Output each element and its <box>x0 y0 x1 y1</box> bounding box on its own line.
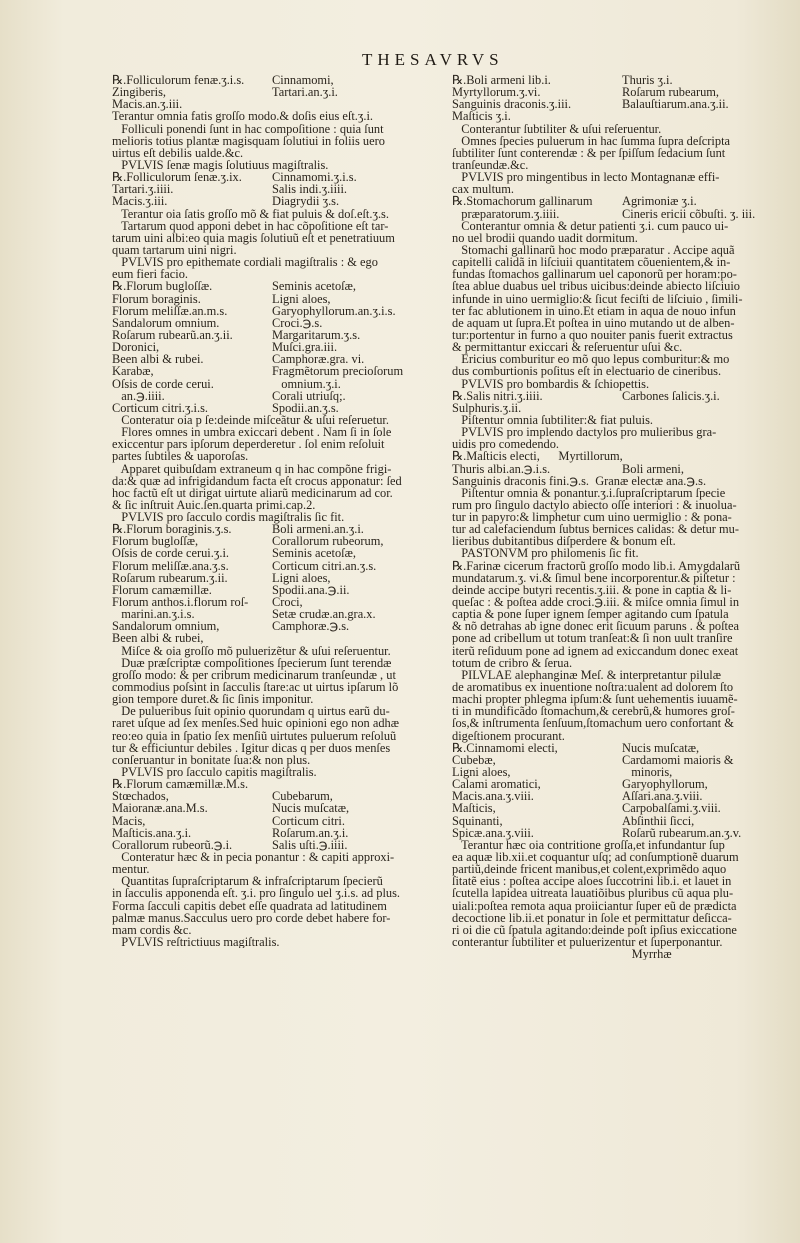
ingredient-left: marini.an.ʒ.i.s. <box>112 607 195 622</box>
ingredient-left: Sanguinis draconis.ʒ.iii. <box>452 97 572 112</box>
text-line: Been albi & rubei, <box>112 631 204 646</box>
ingredient-right: Ligni aloes, <box>272 291 331 306</box>
ingredient-left: Oſsis de corde cerui. <box>112 376 214 391</box>
text-line: gion tempore duret.& ſic ſinis imponitur. <box>112 692 314 707</box>
ingredient-right: Agrimoniæ ʒ.i. <box>622 194 697 209</box>
text-line: ℞.Florum camæmillæ.M.s. <box>112 777 249 792</box>
ingredient-right: Camphoræ.gra. vi. <box>272 352 365 367</box>
ingredient-right: Nucis muſcatæ, <box>622 740 700 755</box>
ingredient-left: Tartari.ʒ.iiii. <box>112 182 174 197</box>
ingredient-right: Setæ crudæ.an.gra.x. <box>272 607 376 622</box>
text-line: queſac : & poſtea adde croci.℈.iii. & miſce omnia ſimul in <box>452 595 740 610</box>
ingredient-right: Tartari.an.ʒ.i. <box>272 85 338 100</box>
text-line: Stomachi gallinarũ hoc modo præparatur . Accipe aquã <box>452 242 735 257</box>
text-line: PILVLAE alephanginæ Meſ. & interpretantur pilulæ <box>452 667 721 682</box>
ingredient-left: ℞.Salis nitri.ʒ.iiii. <box>452 388 543 403</box>
ingredient-right: Garyophyllorum, <box>622 777 708 792</box>
ingredient-right: Nucis muſcatæ, <box>272 801 350 816</box>
ingredient-right: minoris, <box>622 765 673 780</box>
text-line: Conteratur hæc & in pecia ponantur : & capiti approxi- <box>112 850 395 864</box>
ingredient-left: ℞.Boli armeni lib.i. <box>452 74 551 87</box>
ingredient-right: Corticum citri.an.ʒ.s. <box>272 558 377 573</box>
ingredient-right: Roſarum rubearum, <box>622 85 720 100</box>
right-column <box>452 74 792 960</box>
text-line: fundas ſtomachos gallinarum uel caponorũ per horam:po- <box>452 267 737 282</box>
ingredient-left: Florum boraginis. <box>112 291 201 306</box>
recipe-ingredient-row <box>112 293 447 305</box>
ingredient-left: Roſarum rubearũ.an.ʒ.ii. <box>112 327 233 342</box>
text-line: captia & pone ſuper ignem ſemper agitando cum ſpatula <box>452 607 729 622</box>
text-line: machi propter phlegma ipſum:& ſunt uehementis iuuamẽ- <box>452 692 738 707</box>
text-line: Conterantur ſubtiliter & uſui reſeruentur. <box>452 121 662 136</box>
text-line: tur ad calefaciendum ſubtus bernices calidas: & detur mu- <box>452 522 739 537</box>
text-line: digeſtionem procurant. <box>452 728 565 743</box>
text-line: mentur. <box>112 862 150 877</box>
text-line: dus comburtionis poſitus eſt in electuario de cineribus. <box>452 364 722 379</box>
recipe-ingredient-row <box>112 560 447 572</box>
text-line: hoc factũ eſt ut dirigat uirtute aliarũ medicinarum ad cor. <box>112 485 393 500</box>
text-line: & nõ detrahas ab igne donec erit ſicuum paruns . & poſtea <box>452 619 739 634</box>
text-line: de aromatibus ex inuentione noſtra:ualent ad dolorem ſto <box>452 680 734 695</box>
text-line: PVLVIS pro ſacculo capitis magiſtralis. <box>112 765 317 780</box>
text-line: in ſacculis apponenda eſt. ʒ.i. pro ſingulo uel ʒ.i.s. ad plus. <box>112 886 401 901</box>
text-line: Terantur hæc oia contritione groſſa,et infundantur ſup <box>452 837 725 852</box>
ingredient-left: Been albi & rubei. <box>112 352 204 367</box>
text-line: decoctione lib.ii.et ponatur in ſole et permittatur deſicca- <box>452 910 732 925</box>
text-line: Terantur omnia fatis groſſo modo.& doſis eius eſt.ʒ.i. <box>112 109 374 124</box>
text-line: ſtea ablue duabus uel tribus uicibus:deinde abiecto liſciuio <box>452 279 741 294</box>
text-line: lieribus dubitantibus diſperdere & bonum eſt. <box>452 534 676 549</box>
ingredient-left: Florum bugloſſæ, <box>112 534 199 549</box>
ingredient-left: Sandalorum omnium, <box>112 619 220 634</box>
ingredient-left: Corticum citri.ʒ.i.s. <box>112 400 209 415</box>
ingredient-left: Florum meliſſæ.ana.ʒ.s. <box>112 558 229 573</box>
text-line: ea aquæ lib.xii.et coquantur uſq; ad conſumptionẽ duarum <box>452 850 739 864</box>
ingredient-left: ℞.Folliculorum fenæ.ʒ.i.s. <box>112 74 245 87</box>
text-line: ℞.Maſticis electi, Myrtillorum, <box>452 449 623 464</box>
recipe-ingredient-row <box>112 815 447 827</box>
ingredient-right: Spodii.an.ʒ.s. <box>272 400 339 415</box>
text-line: totum de cribro & ſerua. <box>452 655 573 670</box>
ingredient-right: Spodii.ana.℈.ii. <box>272 582 350 597</box>
text-line: ti in mundificãdo ſtomachum,& cerebrũ,& humores groſ- <box>452 704 735 719</box>
text-line: no uel brodii quando uadit dormitum. <box>452 230 638 245</box>
text-line: uiali:poſtea remota aqua proiiciantur ſuper eũ de prædicta <box>452 898 737 913</box>
text-line: PVLVIS ſenæ magis ſolutiuus magiſtralis. <box>112 157 329 172</box>
ingredient-right: Cineris ericii cõbuſti. ʒ. iii. <box>622 206 756 221</box>
text-line: Terantur oia ſatis groſſo mõ & fiat puluis & doſ.eſt.ʒ.s. <box>112 206 389 221</box>
text-line: eum fieri facio. <box>112 267 189 282</box>
ingredient-left: Oſsis de corde cerui.ʒ.i. <box>112 546 229 561</box>
text-line: PVLVIS pro implendo dactylos pro mulieribus gra- <box>452 425 717 440</box>
ingredient-left: Florum camæmillæ. <box>112 582 212 597</box>
recipe-ingredient-row <box>112 390 447 402</box>
text-line: ter fac ablutionem in uino.Et etiam in aqua de nouo infun <box>452 303 736 318</box>
text-line: Conterantur omnia & detur patienti ʒ.i. cum pauco ui- <box>452 218 729 233</box>
text-line: ſcutella lapidea uitreata lauatiõibus pluribus cũ aqua plu- <box>452 886 734 901</box>
recipe-ingredient-row <box>112 547 447 559</box>
text-line: rum pro ſingulo dactylo abiecto oſſe interiori : & inuolua- <box>452 497 737 512</box>
ingredient-left: præparatorum.ʒ.iiii. <box>452 206 560 221</box>
text-line: Quantitas ſupraſcriptarum & infraſcriptarum ſpecierũ <box>112 874 383 889</box>
recipe-ingredient-row <box>452 802 792 814</box>
text-line: mundatarum.ʒ. vi.& ſimul bene incorporentur.& piſtetur : <box>452 570 736 585</box>
text-line: conſeruantur in bonitate ſua:& non plus. <box>112 752 311 767</box>
ingredient-left: ℞.Folliculorum ſenæ.ʒ.ix. <box>112 170 242 185</box>
text-line: deinde accipe butyri recentis.ʒ.iii. & pone in captia & li- <box>452 582 732 597</box>
text-line: palmæ manus.Sacculus uero pro corde debet habere for- <box>112 910 391 925</box>
ingredient-left: Cubebæ, <box>452 752 496 767</box>
ingredient-left: Calami aromatici, <box>452 777 541 792</box>
text-line: Flores omnes in umbra exiccari debent . Nam ſi in ſole <box>112 425 392 440</box>
ingredient-right: Cinnamomi, <box>272 74 334 87</box>
text-line: Maſticis ʒ.i. <box>452 109 511 124</box>
ingredient-left: Maioranæ.ana.M.s. <box>112 801 208 816</box>
ingredient-left: Maſticis.ana.ʒ.i. <box>112 825 192 840</box>
ingredient-right: Ligni aloes, <box>272 570 331 585</box>
text-line: ſitatẽ eius : poſtea accipe aloes ſuccotrini lib.i. et lauet in <box>452 874 732 889</box>
text-line: capitelli calidã in liſciuii quantitatem cõuenientem,& in- <box>452 255 731 270</box>
text-line: ſos,& inſtrumenta ſenſuum,ſtomachum uero confortant & <box>452 716 734 731</box>
ingredient-right: Muſci.gra.iii. <box>272 340 338 355</box>
recipe-ingredient-row <box>452 195 792 207</box>
recipe-ingredient-row <box>112 195 447 207</box>
text-line: Forma ſacculi capitis debet eſſe quadrata ad latitudinem <box>112 898 387 913</box>
ingredient-left: Macis.ana.ʒ.viii. <box>452 789 534 804</box>
text-line: Apparet quibuſdam extraneum q in hac compõne frigi- <box>112 461 392 476</box>
ingredient-left: Myrtyllorum.ʒ.vi. <box>452 85 541 100</box>
text-line: PASTONVM pro philomenis ſic fit. <box>452 546 639 561</box>
text-line: quam tartarum uini nigri. <box>112 242 237 257</box>
recipe-ingredient-row <box>112 378 447 390</box>
text-line: PVLVIS reſtrictiuus magiſtralis. <box>112 934 280 949</box>
text-line: da:& quæ ad infrigidandum facta eſt crocus apponatur: ſed <box>112 473 402 488</box>
text-line: Piſtentur omnia ſubtiliter:& fiat puluis. <box>452 412 653 427</box>
text-line: iterũ reſiduum pone ad ignem ad exiccandum donec exeat <box>452 643 739 658</box>
recipe-ingredient-row <box>112 802 447 814</box>
text-line: Omnes ſpecies puluerum in hac ſumma ſupra deſcripta <box>452 133 731 148</box>
ingredient-right: Salis indi.ʒ.iiii. <box>272 182 348 197</box>
text-line: exiccentur pars ipſorum deperderetur . ſol enim reſoluit <box>112 437 385 452</box>
text-line: tranſeundæ.&c. <box>452 157 529 172</box>
text-line: uidis pro comedendo. <box>452 437 560 452</box>
text-line: partes ſubtiles & uaporoſas. <box>112 449 249 464</box>
text-line: Myrrhæ <box>452 947 672 961</box>
text-line: raret uſque ad ſex menſes.Sed huic opinioni ego non adhæ <box>112 716 399 731</box>
ingredient-right: Croci.℈.s. <box>272 315 323 330</box>
text-line: groſſo modo: & per cribrum medicinarum tranſeundæ , ut <box>112 667 396 682</box>
text-line: de aquam ut ſupra.Et poſtea in uino mutando ut de alben- <box>452 315 735 330</box>
text-line: ſubtiliter ſunt conterendæ : & per ſpiſſum ſedacium ſunt <box>452 145 726 160</box>
ingredient-right: Carbones ſalicis.ʒ.i. <box>622 388 720 403</box>
text-line: commodius poſsint in ſacculis ſtare:ac ut uirtus ipſarum lõ <box>112 680 399 695</box>
ingredient-right: Camphoræ.℈.s. <box>272 619 350 634</box>
recipe-ingredient-row <box>452 208 792 220</box>
text-line: & permittantur exiccari & reſeruentur uſui &c. <box>452 340 683 355</box>
text-line: ℞.Farinæ cicerum fractorũ groſſo modo lib.i. Amygdalarũ <box>452 558 741 573</box>
ingredient-left: Maſticis, <box>452 801 496 816</box>
text-line: pone ad cribellum ut totum tranſeat:& ſi non uult tranſire <box>452 631 733 646</box>
text-line: uirtus eſt debilis ualde.&c. <box>112 145 244 160</box>
text-line: Ericius comburitur eo mõ quo lepus comburitur:& mo <box>452 352 730 367</box>
ingredient-right: Thuris ʒ.i. <box>622 74 673 87</box>
ingredient-right: Cinnamomi.ʒ.i.s. <box>272 170 357 185</box>
ingredient-left: Squinanti, <box>452 813 503 828</box>
text-line: cax multum. <box>452 182 514 197</box>
text-line: De pulueribus ſuit opinio quorundam q uirtus earũ du- <box>112 704 390 719</box>
ingredient-left: Karabæ, <box>112 364 154 379</box>
ingredient-right: Garyophyllorum.an.ʒ.i.s. <box>272 303 396 318</box>
ingredient-left: an.℈.iiii. <box>112 388 165 403</box>
ingredient-right: Seminis acetoſæ, <box>272 279 356 294</box>
recipe-ingredient-row <box>452 815 792 827</box>
text-line: PVLVIS pro bombardis & ſchiopettis. <box>452 376 650 391</box>
ingredient-left: Zingiberis, <box>112 85 167 100</box>
text-line: partiũ,deinde fricent manibus,et colent,exprimẽdo aquo <box>452 862 727 877</box>
ingredient-right: Boli armeni, <box>622 461 684 476</box>
ingredient-left: Florum anthos.i.florum roſ- <box>112 595 249 610</box>
ingredient-left: Corallorum rubeorũ.℈.i. <box>112 837 233 852</box>
text-line: Duæ præſcriptæ compoſitiones ſpecierum ſunt terendæ <box>112 655 392 670</box>
ingredient-right: Cubebarum, <box>272 789 333 804</box>
text-line: PVLVIS pro epithemate cordiali magiſtralis : & ego <box>112 255 378 270</box>
text-line: Folliculi ponendi ſunt in hac compoſitione : quia ſunt <box>112 121 384 136</box>
text-line: conterantur ſubtiliter et puluerizentur et ſuperponantur. <box>452 934 723 949</box>
recipe-ingredient-row <box>112 305 447 317</box>
ingredient-right: Boli armeni.an.ʒ.i. <box>272 522 364 537</box>
ingredient-left: Sandalorum omnium. <box>112 315 220 330</box>
text-line: Miſce & oia groſſo mõ puluerizẽtur & uſui reſeruentur. <box>112 643 391 658</box>
ingredient-right: Corallorum rubeorum, <box>272 534 384 549</box>
text-line: PVLVIS pro mingentibus in lecto Montagnanæ effi- <box>452 170 720 185</box>
ingredient-left: Roſarum rubearum.ʒ.ii. <box>112 570 228 585</box>
ingredient-right: Cardamomi maioris & <box>622 752 734 767</box>
recipe-ingredient-row <box>452 390 792 402</box>
text-line: PVLVIS pro ſacculo cordis magiſtralis ſic fit. <box>112 510 345 525</box>
left-column <box>112 74 447 948</box>
ingredient-left: ℞.Cinnamomi electi, <box>452 740 558 755</box>
ingredient-right: Abſinthii ſicci, <box>622 813 695 828</box>
text-line: tur in papyro:& limphetur cum uino uermiglio : & pona- <box>452 510 732 525</box>
ingredient-right: Diagrydii ʒ.s. <box>272 194 340 209</box>
ingredient-left: Florum meliſſæ.an.m.s. <box>112 303 228 318</box>
ingredient-right: Salis uſti.℈.iiii. <box>272 837 348 852</box>
text-line: infunde in uino uermiglio:& ſicut feciſti de liſciuio , ſimili- <box>452 291 743 306</box>
text-line: Macis.an.ʒ.iii. <box>112 97 183 112</box>
ingredient-right: omnium.ʒ.i. <box>272 376 341 391</box>
ingredient-left: Ligni aloes, <box>452 765 511 780</box>
ingredient-right: Roſarũ rubearum.an.ʒ.v. <box>622 825 742 840</box>
text-line: melioris totius plantæ magisquam ſolutiui in foliis uero <box>112 133 385 148</box>
recipe-ingredient-row <box>112 365 447 377</box>
ingredient-left: Spicæ.ana.ʒ.viii. <box>452 825 534 840</box>
text-line: Sanguinis draconis fini.℈.s. Granæ electæ ana.℈.s. <box>452 473 707 488</box>
running-head: THESAVRVS <box>362 50 504 69</box>
text-line: mam cordis &c. <box>112 922 192 937</box>
text-line: reo:eo quia in ſpatio ſex menſiũ uirtutes puluerum reſoluũ <box>112 728 397 743</box>
ingredient-left: ℞.Stomachorum gallinarum <box>452 194 593 209</box>
ingredient-left: Macis.ʒ.iii. <box>112 194 168 209</box>
text-line: tarum uini albi:eo quia magis ſolutiuũ eſt et penetratiuum <box>112 230 395 245</box>
ingredient-right: Margaritarum.ʒ.s. <box>272 327 361 342</box>
ingredient-left: Doronici, <box>112 340 160 355</box>
ingredient-right: Carpobalſami.ʒ.viii. <box>622 801 721 816</box>
ingredient-right: Corali utriuſq;. <box>272 388 346 403</box>
text-line: Conteratur oia p ſe:deinde miſceãtur & uſui reſeruetur. <box>112 412 389 427</box>
ingredient-right: Aſſari.ana.ʒ.viii. <box>622 789 703 804</box>
text-line: ri oi die cũ ſpatula agitando:deinde poſt ipſius exiccatione <box>452 922 737 937</box>
ingredient-left: Stœchados, <box>112 789 169 804</box>
ingredient-right: Balauſtiarum.ana.ʒ.ii. <box>622 97 729 112</box>
ingredient-right: Seminis acetoſæ, <box>272 546 356 561</box>
ingredient-right: Croci, <box>272 595 303 610</box>
ingredient-left: ℞.Florum bugloſſæ. <box>112 279 213 294</box>
ingredient-left: Thuris albi.an.℈.i.s. <box>452 461 551 476</box>
recipe-ingredient-row <box>452 463 792 475</box>
ingredient-right: Corticum citri. <box>272 813 345 828</box>
text-line: tur & efficiuntur debiles . Igitur dicas q per duos menſes <box>112 740 391 755</box>
ingredient-right: Roſarum.an.ʒ.i. <box>272 825 349 840</box>
recipe-ingredient-row <box>112 280 447 292</box>
text-line: Tartarum quod apponi debet in hac cõpoſitione eſt tar- <box>112 218 389 233</box>
ingredient-right: Fragmẽtorum precioſorum <box>272 364 404 379</box>
text-line: tur:portentur in furno a quo nouiter panis fuerit extractus <box>452 327 733 342</box>
ingredient-left: Macis, <box>112 813 146 828</box>
text-line: & ſic inſtruit Auic.ſen.quarta primi.cap.2. <box>112 497 316 512</box>
text-line: Piſtentur omnia & ponantur.ʒ.i.ſupraſcriptarum ſpecie <box>452 485 726 500</box>
ingredient-left: ℞.Florum boraginis.ʒ.s. <box>112 522 232 537</box>
text-line: Sulphuris.ʒ.ii. <box>452 400 522 415</box>
